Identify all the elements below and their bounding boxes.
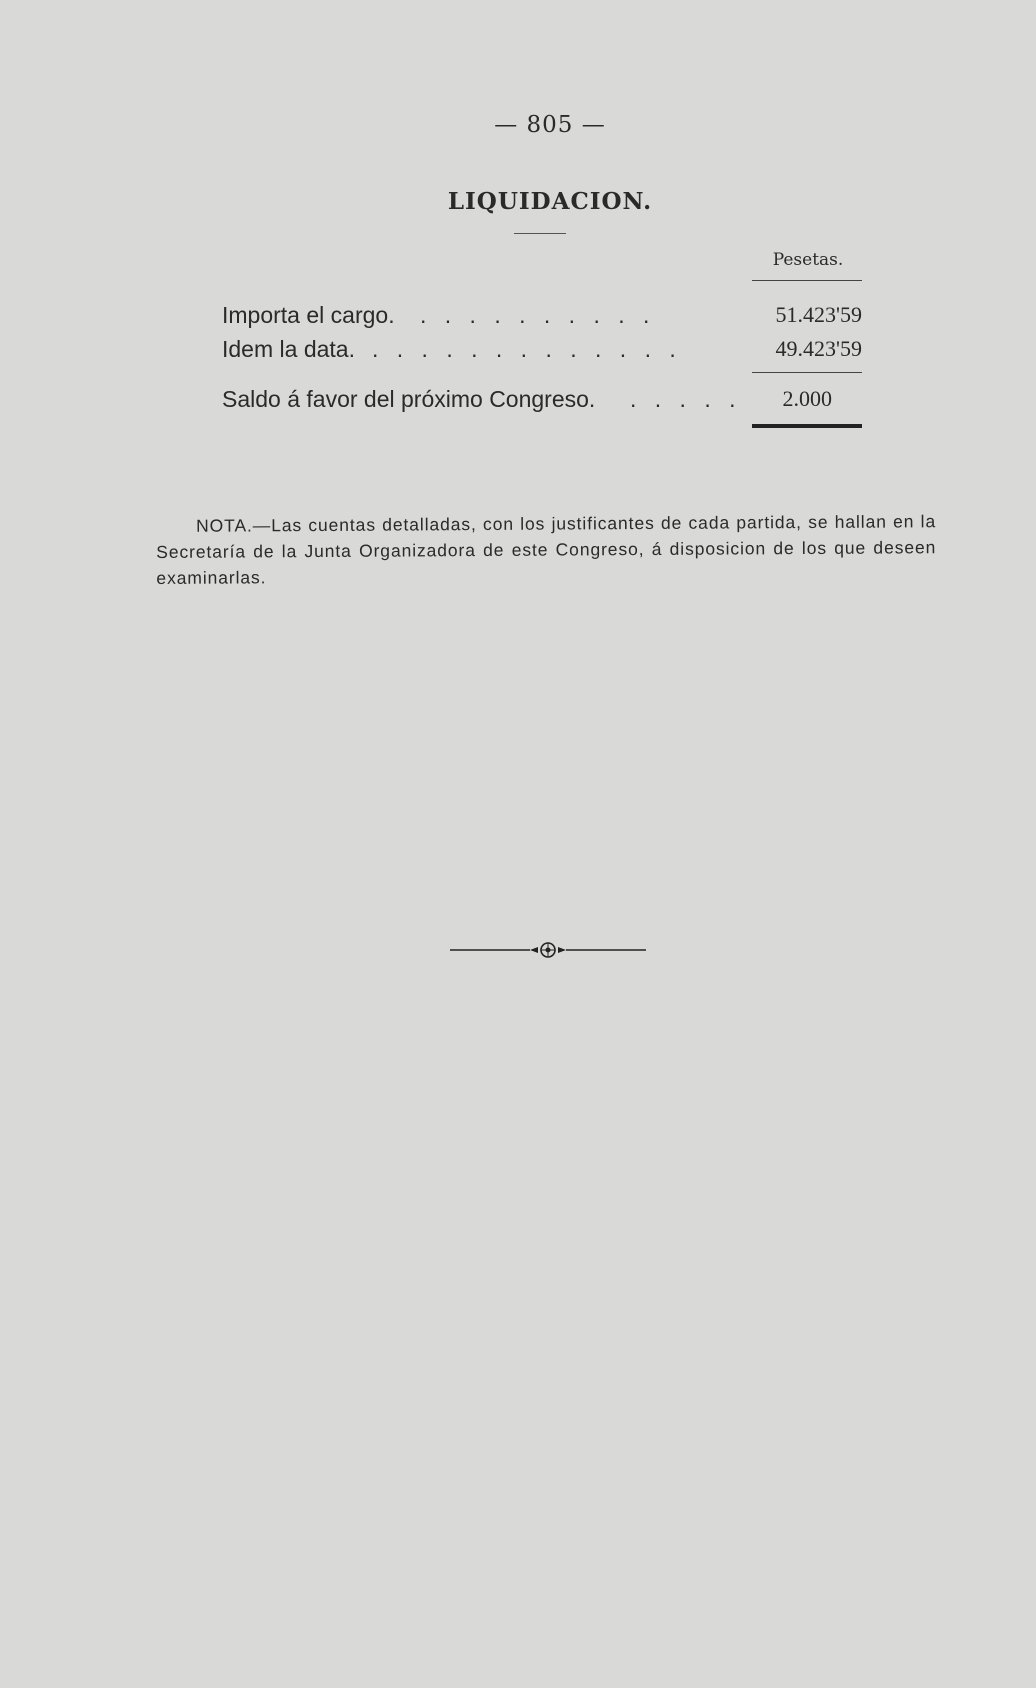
ledger-row-saldo [222, 386, 862, 416]
ledger-row-label: Idem la data. [222, 336, 355, 362]
ledger-row-cargo [222, 302, 862, 332]
ledger-row-leader: . . . . . . . . . . . . . [372, 336, 682, 362]
ledger-row-label: Saldo á favor del próximo Congreso. [222, 386, 596, 412]
ledger-row-label: Importa el cargo. [222, 302, 395, 328]
ornament-divider [450, 940, 646, 960]
currency-header: Pesetas. [772, 250, 844, 270]
page-title: LIQUIDACION. [447, 188, 653, 215]
ledger-row-leader: . . . . . [630, 386, 742, 412]
ledger-row-amount: 49.423'59 [775, 336, 862, 361]
footnote-paragraph: NOTA.—Las cuentas detalladas, con los justificantes de cada partida, se hallan en la Secretaría de la Junta Organizadora de este Congreso, á disposicion de los que deseen examinarlas. [156, 511, 937, 588]
page-number: — 805 — [494, 112, 606, 138]
total-double-rule [752, 424, 862, 428]
title-underline [514, 233, 566, 234]
currency-header-rule [752, 280, 862, 281]
ledger-row-data [222, 336, 862, 366]
ledger-row-amount: 51.423'59 [775, 302, 862, 327]
subtotal-rule [752, 372, 862, 373]
ledger-row-leader: . . . . . . . . . . [420, 302, 656, 328]
ledger-row-amount: 2.000 [782, 386, 832, 411]
